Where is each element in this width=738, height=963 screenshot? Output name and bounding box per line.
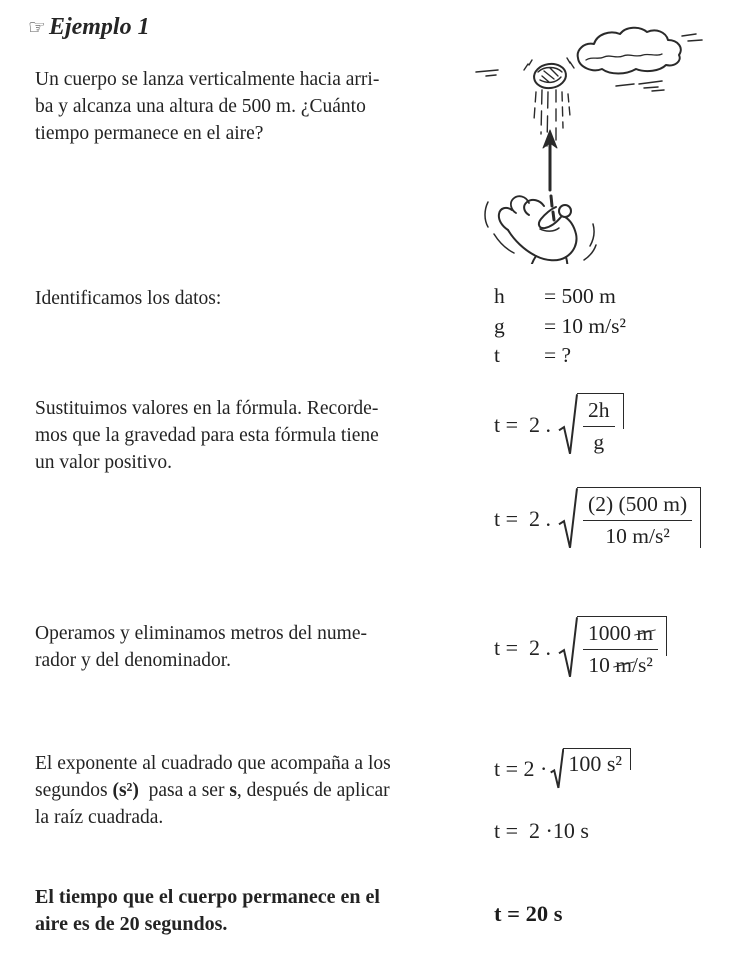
- radical: [550, 748, 631, 790]
- formula-prefix: t = 2 .: [494, 635, 552, 660]
- problem-line: tiempo permanece en el aire?: [35, 123, 264, 144]
- formula-3: [494, 616, 667, 680]
- hand-motion-arcs: [485, 202, 596, 260]
- cloud-shape: [578, 28, 702, 74]
- radicand: [577, 616, 667, 680]
- paragraph-line: rador y del denominador.: [35, 650, 232, 671]
- operate-paragraph: [35, 620, 367, 674]
- example-title: [28, 14, 150, 41]
- paragraph-line: la raíz cuadrada.: [35, 807, 164, 828]
- denominator: g: [593, 430, 605, 454]
- conclusion-paragraph: [35, 884, 380, 938]
- data-symbol: t: [494, 343, 500, 367]
- fraction: [583, 491, 692, 550]
- formula-4: [494, 748, 631, 790]
- square-root-icon: [550, 748, 564, 790]
- square-root-icon: [558, 393, 578, 457]
- data-row: [494, 341, 626, 371]
- paragraph-line: segundos (s²) pasa a ser s, después de aplicar: [35, 780, 390, 801]
- paragraph-line: Sustituimos valores en la fórmula. Recorde-: [35, 398, 379, 419]
- radicand: [577, 393, 624, 457]
- radicand: [577, 487, 701, 551]
- data-symbol: g: [494, 313, 505, 338]
- paragraph-line: un valor positivo.: [35, 452, 173, 473]
- problem-line: ba y alcanza una altura de 500 m. ¿Cuánto: [35, 96, 366, 117]
- paragraph-line: El exponente al cuadrado que acompaña a los: [35, 753, 391, 774]
- data-value: = 10 m/s²: [544, 313, 626, 338]
- paragraph-line: aire es de 20 segundos.: [35, 913, 228, 935]
- exponent-paragraph: [35, 750, 391, 831]
- paragraph-line: El tiempo que el cuerpo permanece en el: [35, 886, 380, 908]
- problem-paragraph: [35, 66, 379, 147]
- denominator: 10 m/s²: [605, 524, 670, 548]
- problem-line: Un cuerpo se lanza verticalmente hacia arri-: [35, 69, 380, 90]
- throw-illustration: [466, 24, 721, 269]
- formula-2: [494, 487, 701, 551]
- data-symbol: h: [494, 284, 505, 308]
- data-value: = 500 m: [544, 284, 616, 308]
- hand-shape: [499, 196, 577, 264]
- numerator: (2) (500 m): [583, 491, 692, 521]
- formula-prefix: t = 2 ·: [494, 756, 548, 781]
- fraction: [583, 620, 658, 679]
- sky-dashes: [476, 70, 664, 91]
- paragraph-line: Operamos y eliminamos metros del nume-: [35, 623, 367, 644]
- formula-5: t = 2 ·10 s: [494, 818, 589, 843]
- paragraph-line: mos que la gravedad para esta fórmula tiene: [35, 425, 379, 446]
- radicand: 100 s²: [563, 748, 631, 790]
- square-root-icon: [558, 487, 578, 551]
- data-table: [494, 282, 626, 371]
- formula-prefix: t = 2 .: [494, 506, 552, 531]
- formula-prefix: t = 2 .: [494, 412, 552, 437]
- data-row: [494, 312, 626, 342]
- radical: [558, 393, 624, 457]
- formula-1: [494, 393, 624, 457]
- example-title-text: Ejemplo 1: [48, 14, 150, 40]
- numerator: 2h: [583, 397, 615, 427]
- denominator: 10 m/s²: [588, 653, 653, 677]
- identify-label: Identificamos los datos:: [35, 288, 222, 309]
- final-answer: t = 20 s: [494, 901, 563, 926]
- data-row: [494, 282, 626, 312]
- radical: [558, 616, 667, 680]
- radical: [558, 487, 701, 551]
- pointing-hand-icon: ☞: [28, 14, 46, 39]
- square-root-icon: [558, 616, 578, 680]
- fraction: [583, 397, 615, 456]
- ball-shape: [524, 58, 574, 90]
- substitute-paragraph: [35, 395, 379, 476]
- numerator: 1000 m: [583, 620, 658, 650]
- throw-illustration-svg: [466, 24, 721, 264]
- data-value: = ?: [544, 343, 572, 367]
